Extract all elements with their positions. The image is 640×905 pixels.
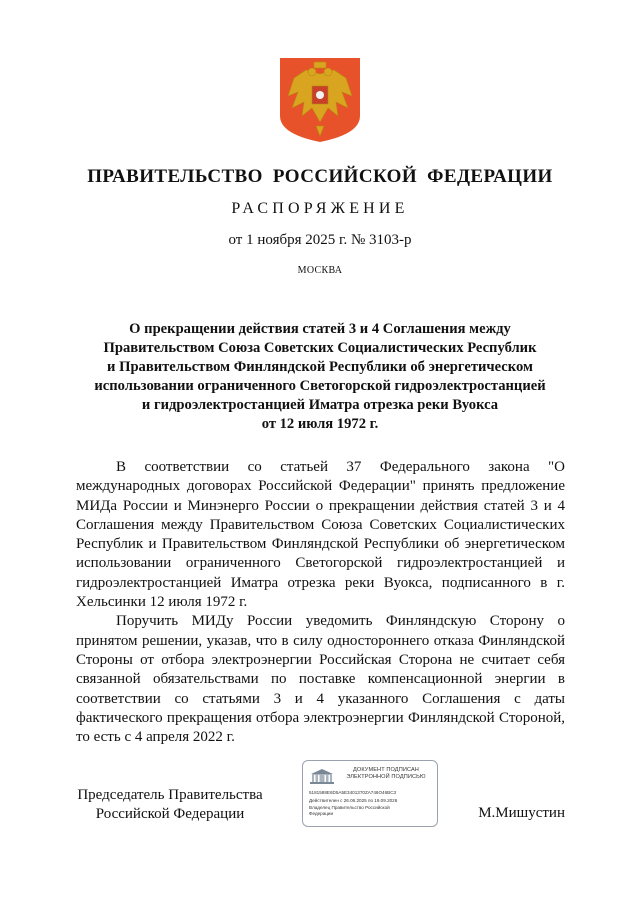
signer-position <box>70 786 270 824</box>
body-paragraph: В соответствии со статьей 37 Федерального закона "О международных договорах Российской Федерации" принять предложение МИДа России и Минэнерго России о прекращении действия статей 3 и 4 Соглашения между Правительством Союза Советских Социалистических Республик и Правительством Финляндской Республики об энергетическом использовании ограниченного Светогорской гидроэлектростанцией и гидроэлектростанцией Иматра отрезка реки Вуокса, подписанного в г. Хельсинки 12 июля 1972 г. <box>76 459 565 611</box>
esig-title-line: ДОКУМЕНТ ПОДПИСАН <box>353 767 419 773</box>
heading-line: О прекращении действия статей 3 и 4 Соглашения между <box>129 321 511 337</box>
document-heading <box>70 320 570 434</box>
heading-line: и гидроэлектростанцией Иматра отрезка реки Вуокса <box>141 397 499 413</box>
esig-title-line: ЭЛЕКТРОННОЙ ПОДПИСЬЮ <box>346 774 426 780</box>
heading-line: Правительством Союза Советских Социалистических Республик <box>103 340 537 356</box>
government-title: ПРАВИТЕЛЬСТВО РОССИЙСКОЙ ФЕДЕРАЦИИ <box>87 166 553 187</box>
heading-line: от 12 июля 1972 г. <box>261 416 379 432</box>
document-type: РАСПОРЯЖЕНИЕ <box>231 200 409 217</box>
esig-owner: Федерации <box>309 811 334 816</box>
document-body <box>76 458 565 747</box>
document-city: МОСКВА <box>297 265 343 276</box>
building-icon <box>309 767 335 785</box>
signer-name: М.Мишустин <box>478 805 565 821</box>
coat-of-arms-emblem <box>276 56 364 144</box>
esig-certificate: 5181588E6D5A5E3401370ZA746O46BC3 <box>309 790 397 795</box>
heading-line: использовании ограниченного Светогорской гидроэлектростанцией <box>94 378 546 394</box>
signer-position-line: Председатель Правительства <box>77 787 263 803</box>
esig-title <box>339 767 433 781</box>
esig-validity: Действителен с 26.06.2025 по 19.09.2026 <box>309 798 398 803</box>
esig-owner: Владелец Правительство Российской <box>309 805 390 810</box>
electronic-signature-stamp <box>302 760 438 827</box>
signer-position-line: Российской Федерации <box>95 806 245 822</box>
document-date-number: от 1 ноября 2025 г. № 3103-р <box>228 232 412 248</box>
heading-line: и Правительством Финляндской Республики об энергетическом <box>107 359 533 375</box>
body-paragraph: Поручить МИДу России уведомить Финляндскую Сторону о принятом решении, указав, что в силу одностороннего отказа Финляндской Стороны от отбора электроэнергии Российская Сторона не считает себя связанной обязательствами по поставке компенсационной энергии в соответствии со статьями 3 и 4 указанного Соглашения с даты фактического прекращения отбора электроэнергии Финляндской Стороной, то есть с 4 апреля 2022 г. <box>76 613 565 746</box>
